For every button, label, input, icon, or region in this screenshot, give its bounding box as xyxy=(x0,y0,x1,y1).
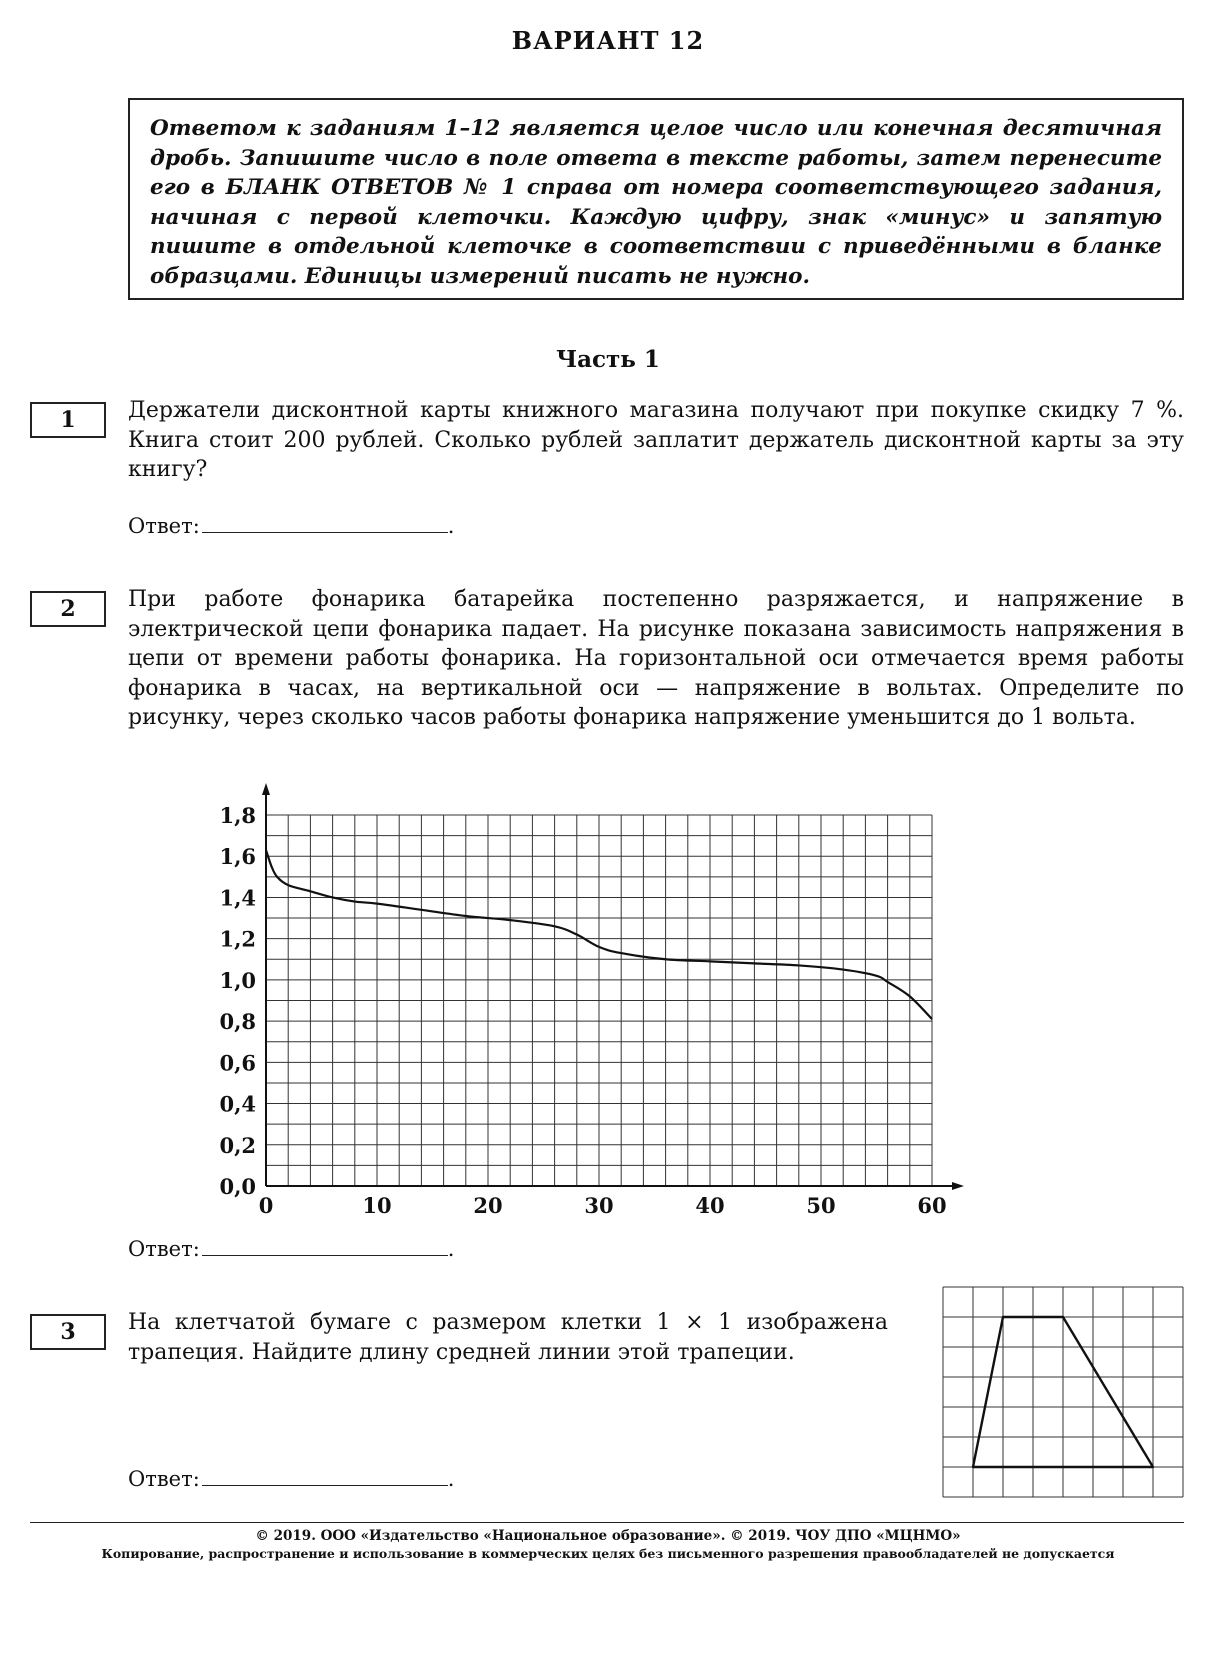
copyright-notice: Копирование, распространение и использование в коммерческих целях без письменного разрешения правообладателей не допускается xyxy=(101,1546,1115,1561)
part-title: Часть 1 xyxy=(556,346,660,373)
answer-label: Ответ: xyxy=(128,1467,200,1491)
variant-title: ВАРИАНТ 12 xyxy=(511,26,705,55)
y-tick-label: 1,4 xyxy=(219,885,256,911)
answer-field[interactable] xyxy=(128,512,454,538)
answer-end: . xyxy=(447,1467,455,1491)
y-tick-label: 1,6 xyxy=(219,844,256,870)
y-tick-label: 0,4 xyxy=(219,1091,256,1117)
answer-line[interactable] xyxy=(202,1235,448,1256)
answer-field[interactable] xyxy=(128,1465,454,1491)
x-tick-label: 0 xyxy=(258,1193,274,1218)
footer-divider xyxy=(30,1522,1184,1523)
task-number-box: 2 xyxy=(30,591,106,627)
x-tick-label: 60 xyxy=(917,1193,947,1218)
task-text: При работе фонарика батарейка постепенно разряжается, и напряжение в электрической цепи фонарика падает. На рисунке показана зависимость напряжения в цепи от времени работы фонарика. На горизонтальной оси отмечается время работы фонарика в часах, на вертикальной оси — напряжение в вольтах. Определите по рисунку, через сколько часов работы фонарика напряжение уменьшится до 1 вольта. xyxy=(128,587,1184,731)
y-axis-arrow xyxy=(262,783,270,795)
x-tick-label: 30 xyxy=(584,1193,614,1218)
task-text: На клетчатой бумаге с размером клетки 1 × 1 изображена трапеция. Найдите длину средней линии этой трапеции. xyxy=(128,1310,888,1365)
y-tick-label: 0,8 xyxy=(219,1009,256,1035)
copyright-line: © 2019. ООО «Издательство «Национальное образование». © 2019. ЧОУ ДПО «МЦНМО» xyxy=(255,1528,961,1544)
answer-label: Ответ: xyxy=(128,514,200,538)
answer-line[interactable] xyxy=(202,512,448,533)
voltage-chart xyxy=(200,780,1010,1218)
y-tick-label: 1,0 xyxy=(219,967,256,993)
instructions-box xyxy=(128,98,1184,300)
answer-end: . xyxy=(447,1237,455,1261)
answer-label: Ответ: xyxy=(128,1237,200,1261)
x-tick-label: 20 xyxy=(473,1193,503,1218)
y-tick-label: 0,6 xyxy=(219,1050,256,1076)
trapezoid-figure xyxy=(940,1284,1186,1496)
task-text: Держатели дисконтной карты книжного магазина получают при покупке скидку 7 %. Книга стоит 200 рублей. Сколько рублей заплатит держатель дисконтной карты за эту книгу? xyxy=(128,398,1184,483)
answer-line[interactable] xyxy=(202,1465,448,1486)
task-number-box: 1 xyxy=(30,402,106,438)
y-tick-label: 0,2 xyxy=(219,1132,256,1158)
answer-end: . xyxy=(447,514,455,538)
instructions-text: Ответом к заданиям 1–12 является целое число или конечная десятичная дробь. Запишите число в поле ответа в тексте работы, затем перенесите его в БЛАНК ОТВЕТОВ № 1 справа от номера соответствующего задания, начиная с первой клеточки. Каждую цифру, знак «минус» и запятую пишите в отдельной клеточке в соответствии с приведёнными в бланке образцами. Единицы измерений писать не нужно. xyxy=(150,116,1162,289)
x-tick-label: 10 xyxy=(362,1193,392,1218)
x-tick-label: 40 xyxy=(695,1193,725,1218)
y-tick-label: 1,8 xyxy=(219,803,256,828)
x-axis-arrow xyxy=(952,1182,964,1190)
answer-field[interactable] xyxy=(128,1235,454,1261)
y-tick-label: 0,0 xyxy=(219,1174,256,1199)
task-number-box: 3 xyxy=(30,1314,106,1350)
x-tick-label: 50 xyxy=(806,1193,836,1218)
y-tick-label: 1,2 xyxy=(219,926,256,952)
